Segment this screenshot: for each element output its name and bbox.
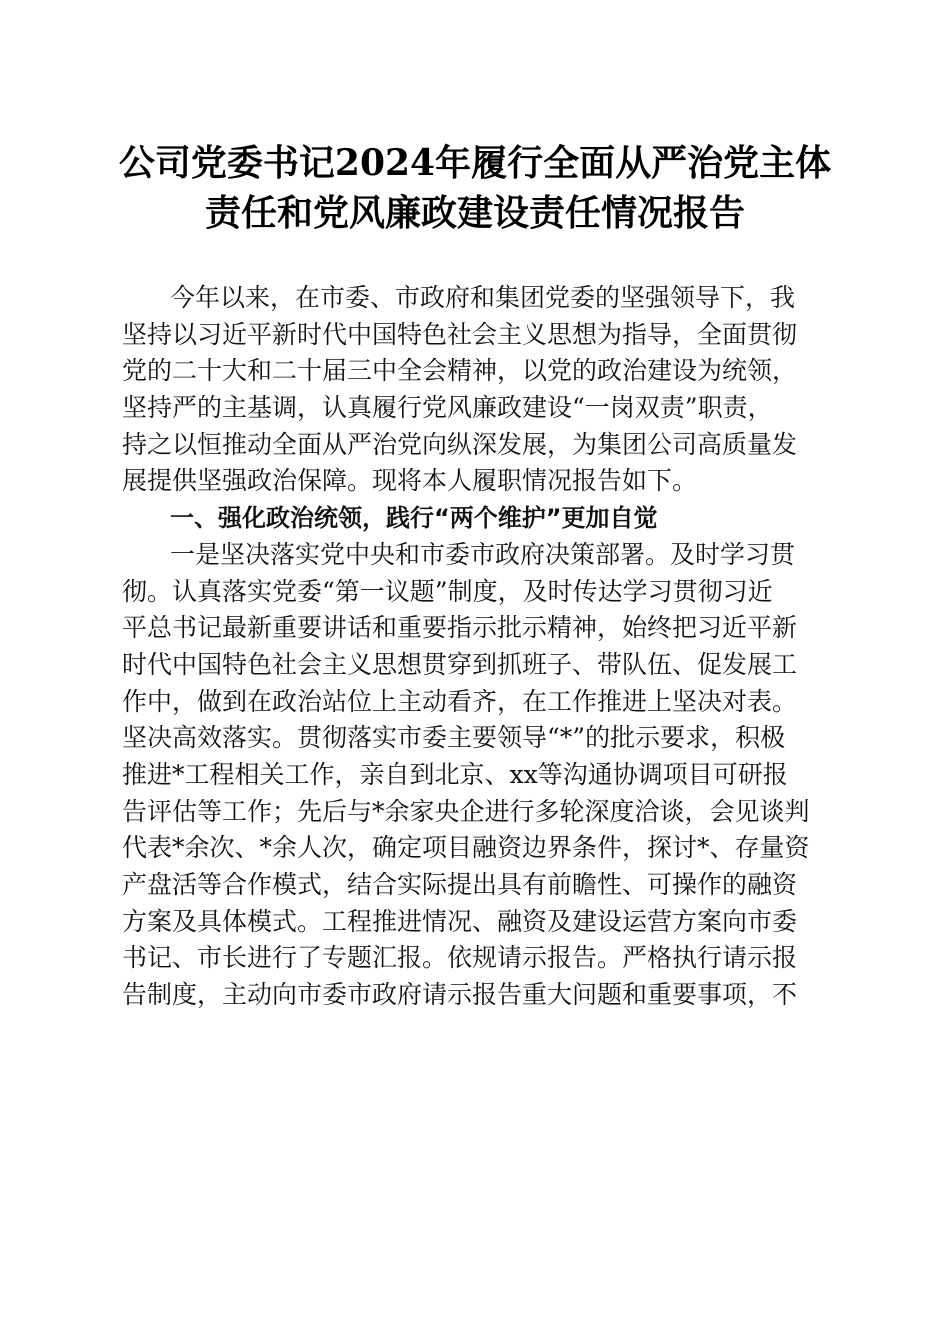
paragraph-section1-line: 告评估等工作；先后与*余家央企进行多轮深度洽谈，会见谈判 (122, 796, 810, 826)
paragraph-section1-line: 时代中国特色社会主义思想贯穿到抓班子、带队伍、促发展工 (122, 649, 798, 679)
paragraph-section1-line: 推进*工程相关工作，亲自到北京、xx等沟通协调项目可研报 (122, 759, 788, 789)
paragraph-intro-line: 今年以来，在市委、市政府和集团党委的坚强领导下，我 (170, 283, 796, 312)
section-heading-1: 一、强化政治统领，践行“两个维护”更加自觉 (170, 504, 658, 533)
paragraph-intro-line: 展提供坚强政治保障。现将本人履职情况报告如下。 (122, 466, 698, 496)
paragraph-section1-line: 告制度，主动向市委市政府请示报告重大问题和重要事项，不 (122, 980, 798, 1010)
paragraph-intro-line: 坚持以习近平新时代中国特色社会主义思想为指导，全面贯彻 (122, 319, 798, 349)
document-title (100, 138, 850, 238)
title-line-1: 公司党委书记2024年履行全面从严治党主体 (118, 142, 832, 184)
paragraph-section1-line: 代表*余次、*余人次，确定项目融资边界条件，探讨*、存量资 (122, 833, 810, 863)
paragraph-intro-line: 坚持严的主基调，认真履行党风廉政建设“一岗双责”职责， (122, 393, 773, 423)
paragraph-section1-line: 一是坚决落实党中央和市委市政府决策部署。及时学习贯 (170, 539, 796, 569)
paragraph-section1-line: 产盘活等合作模式，结合实际提出具有前瞻性、可操作的融资 (122, 870, 798, 899)
paragraph-section1-line: 平总书记最新重要讲话和重要指示批示精神，始终把习近平新 (122, 613, 798, 643)
paragraph-section1-line: 方案及具体模式。工程推进情况、融资及建设运营方案向市委 (122, 906, 798, 936)
paragraph-intro-line: 党的二十大和二十届三中全会精神，以党的政治建设为统领， (122, 356, 798, 386)
paragraph-section1-line: 作中，做到在政治站位上主动看齐，在工作推进上坚决对表。 (122, 686, 798, 716)
title-line-2: 责任和党风廉政建设责任情况报告 (204, 192, 745, 234)
paragraph-section1-line: 坚决高效落实。贯彻落实市委主要领导“*”的批示要求，积极 (122, 723, 786, 753)
document-body (122, 280, 828, 1014)
paragraph-section1-line: 彻。认真落实党委“第一议题”制度，及时传达学习贯彻习近 (122, 576, 773, 606)
paragraph-intro-line: 持之以恒推动全面从严治党向纵深发展，为集团公司高质量发 (122, 429, 798, 459)
paragraph-section1-line: 书记、市长进行了专题汇报。依规请示报告。严格执行请示报 (122, 943, 798, 973)
